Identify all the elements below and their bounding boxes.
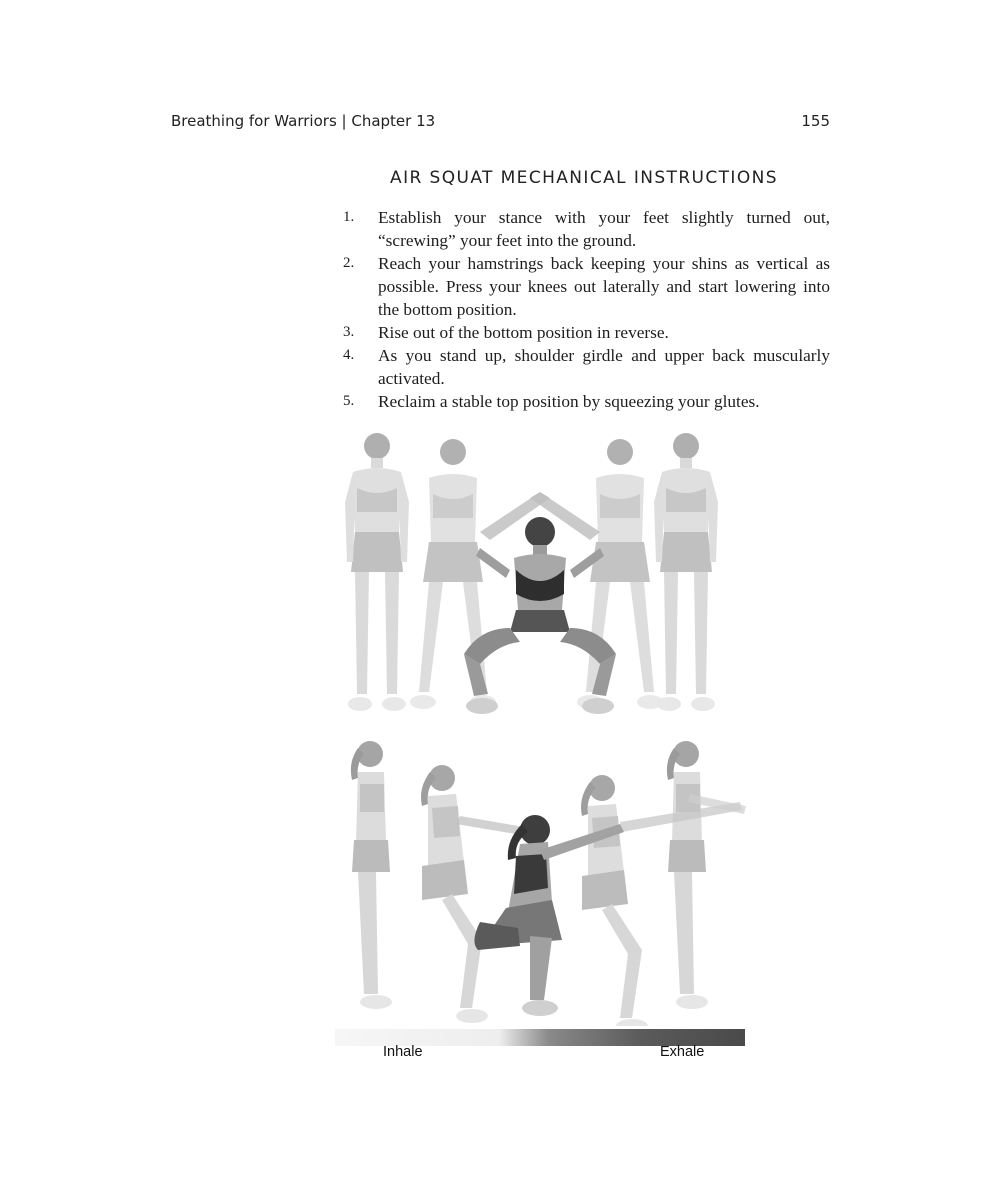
step-text: Rise out of the bottom position in reverse. bbox=[378, 323, 669, 342]
instruction-step bbox=[340, 252, 830, 321]
running-title: Breathing for Warriors | Chapter 13 bbox=[171, 112, 436, 130]
step-number: 2. bbox=[343, 255, 355, 271]
running-header bbox=[171, 112, 830, 136]
step-number: 1. bbox=[343, 209, 355, 225]
instruction-list bbox=[340, 206, 830, 413]
step-text: Reach your hamstrings back keeping your shins as vertical as possible. Press your knees out laterally and start lowering into the bottom position. bbox=[378, 254, 830, 319]
side-view-squat-photo bbox=[330, 732, 750, 1026]
front-view-squat-photo bbox=[330, 432, 750, 728]
inhale-label: Inhale bbox=[383, 1044, 423, 1060]
instruction-step bbox=[340, 344, 830, 390]
step-number: 5. bbox=[343, 393, 355, 409]
section-title: AIR SQUAT MECHANICAL INSTRUCTIONS bbox=[390, 168, 778, 188]
step-text: Establish your stance with your feet slightly turned out, “screwing” your feet into the ground. bbox=[378, 208, 830, 250]
instruction-step bbox=[340, 321, 830, 344]
step-text: Reclaim a stable top position by squeezing your glutes. bbox=[378, 392, 760, 411]
exhale-label: Exhale bbox=[660, 1044, 705, 1060]
page-number: 155 bbox=[801, 112, 830, 130]
instruction-step bbox=[340, 390, 830, 413]
instruction-step bbox=[340, 206, 830, 252]
step-text: As you stand up, shoulder girdle and upper back muscularly activated. bbox=[378, 346, 830, 388]
step-number: 4. bbox=[343, 347, 355, 363]
step-number: 3. bbox=[343, 324, 355, 340]
